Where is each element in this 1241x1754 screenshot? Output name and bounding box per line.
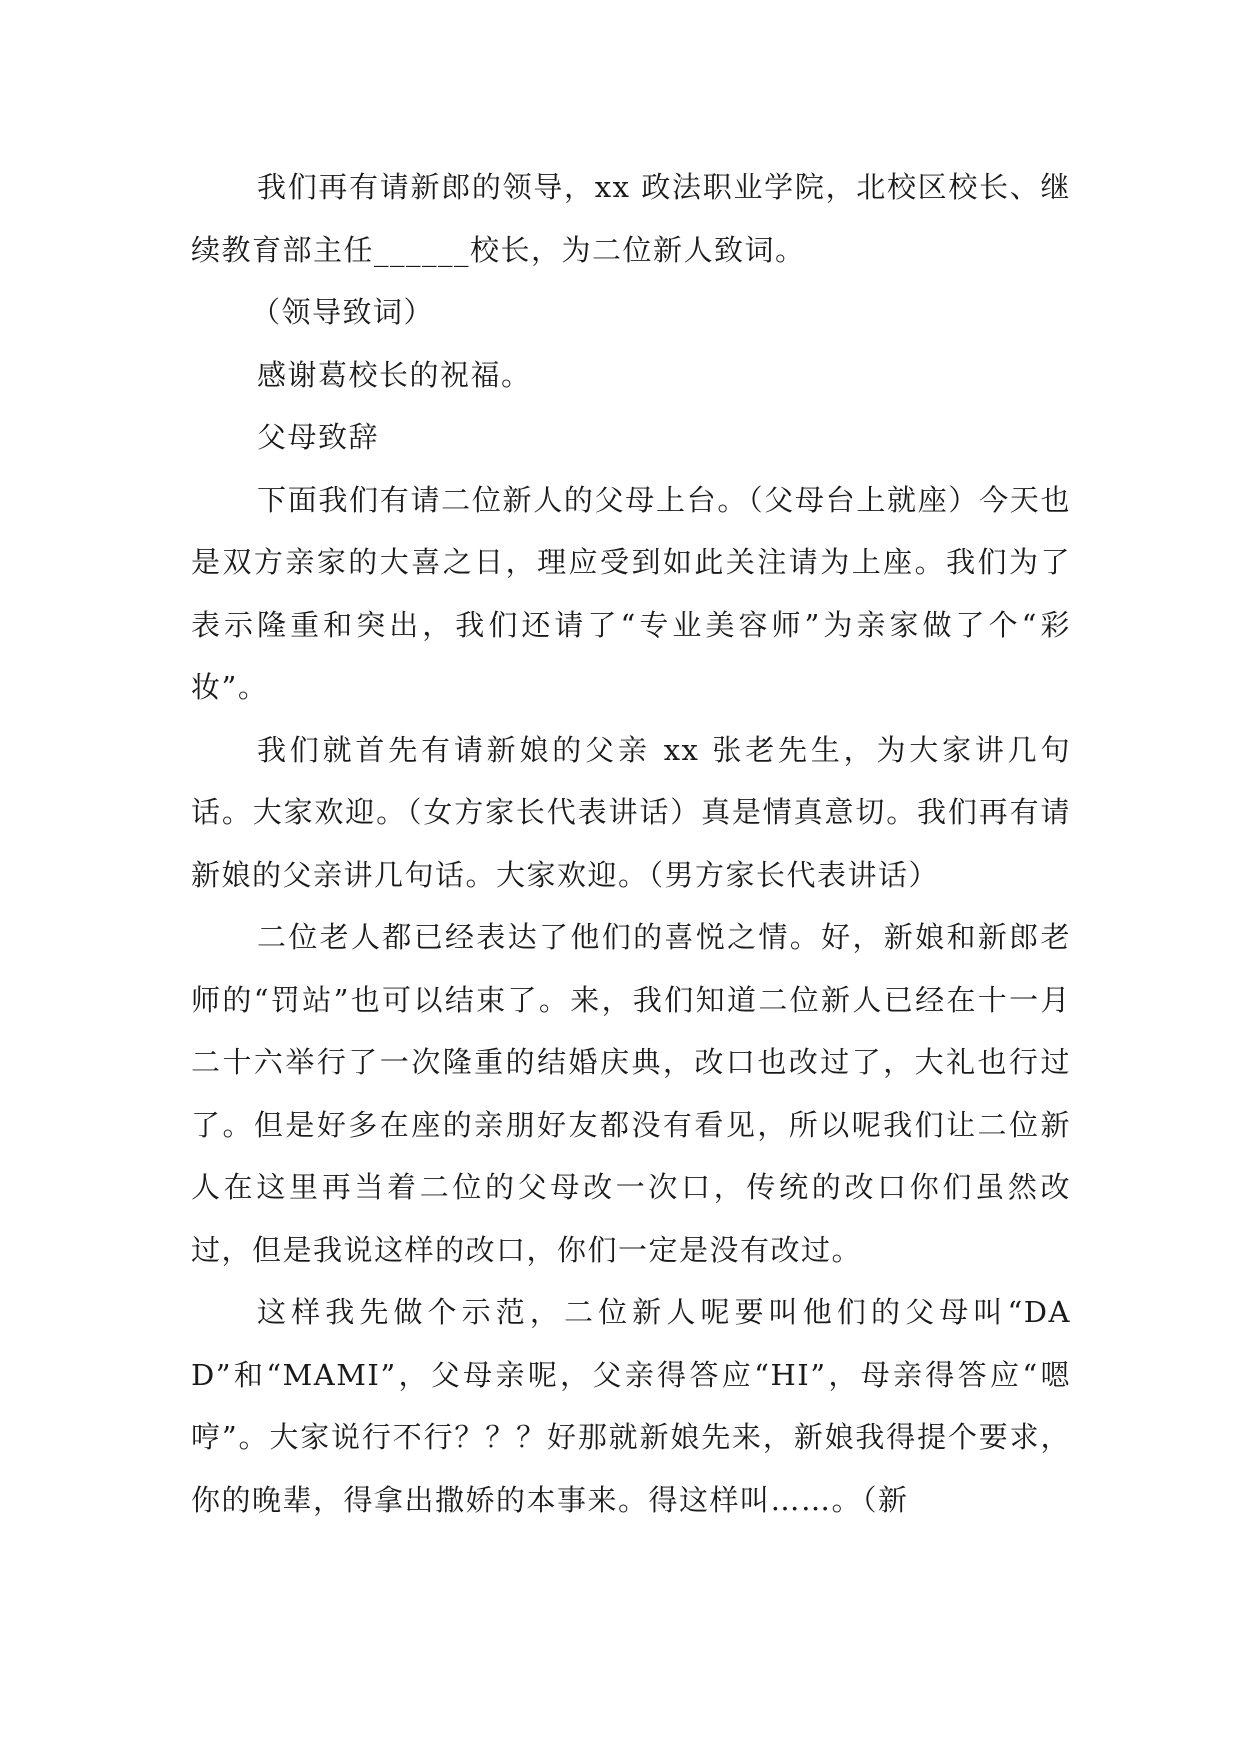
paragraph-fathers-speech: 我们就首先有请新娘的父亲 xx 张老先生，为大家讲几句话。大家欢迎。（女方家长代表讲话）真是情真意切。我们再有请新娘的父亲讲几句话。大家欢迎。（男方家长代表讲话） bbox=[191, 732, 1071, 892]
paragraph-change-address: 二位老人都已经表达了他们的喜悦之情。好，新娘和新郎老师的“罚站”也可以结束了。来，我们知道二位新人已经在十一月二十六举行了一次隆重的结婚庆典，改口也改过了，大礼也行过了。但是好多在座的亲朋好友都没有看见，所以呢我们让二位新人在这里再当着二位的父母改一次口，传统的改口你们虽然改过，但是我说这样的改口，你们一定是没有改过。 bbox=[191, 920, 1071, 1267]
paragraph-leader-speech-note: （领导致词） bbox=[251, 295, 435, 329]
paragraph-demonstration: 这样我先做个示范，二位新人呢要叫他们的父母叫“DAD”和“MAMI”，父母亲呢，父亲得答应“HI”，母亲得答应“嗯哼”。大家说行不行？？？好那就新娘先来，新娘我得提个要求，你的晚辈，得拿出撒娇的本事来。得这样叫……。（新 bbox=[191, 1295, 1071, 1517]
paragraph-thanks: 感谢葛校长的祝福。 bbox=[257, 357, 532, 392]
document-body bbox=[191, 156, 1071, 1531]
paragraph-parents-invite: 下面我们有请二位新人的父母上台。（父母台上就座）今天也是双方亲家的大喜之日，理应受到如此关注请为上座。我们为了表示隆重和突出，我们还请了“专业美容师”为亲家做了个“彩妆”。 bbox=[191, 482, 1071, 704]
paragraph-leader-invite: 我们再有请新郎的领导，xx 政法职业学院，北校区校长、继续教育部主任______校长，为二位新人致词。 bbox=[191, 170, 1071, 267]
paragraph-section-heading: 父母致辞 bbox=[257, 420, 380, 454]
